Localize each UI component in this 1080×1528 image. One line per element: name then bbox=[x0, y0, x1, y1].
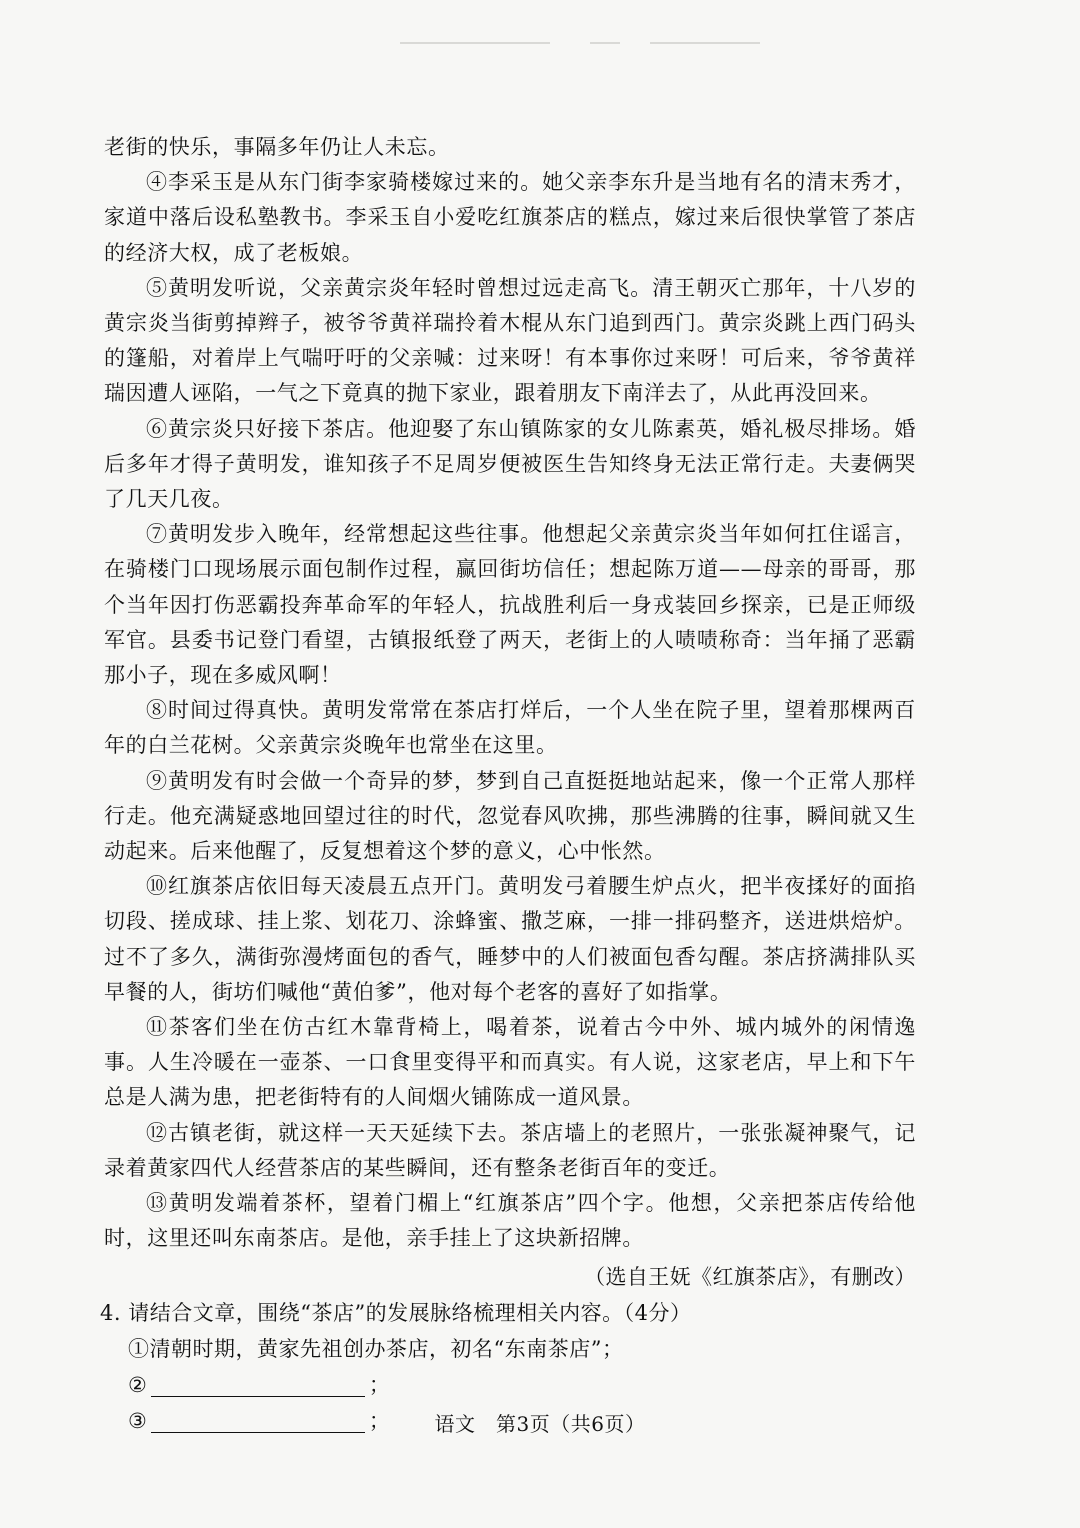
page-content bbox=[100, 130, 916, 1439]
answer-2-end: ； bbox=[368, 1372, 390, 1397]
passage-paragraph-5: ⑤黄明发听说，父亲黄宗炎年轻时曾想过远走高飞。清王朝灭亡那年，十八岁的黄宗炎当街剪掉辫子，被爷爷黄祥瑞拎着木棍从东门追到西门。黄宗炎跳上西门码头的篷船，对着岸上气喘吁吁的父亲喊：过来呀！有本事你过来呀！可后来，爷爷黄祥瑞因遭人诬陷，一气之下竟真的抛下家业，跟着朋友下南洋去了，从此再没回来。 bbox=[104, 275, 916, 406]
answer-3-end: ； bbox=[368, 1408, 390, 1433]
question-stem: 4. 请结合文章，围绕“茶店”的发展脉络梳理相关内容。（4分） bbox=[100, 1300, 692, 1325]
passage-paragraph-8: ⑧时间过得真快。黄明发常常在茶店打烊后，一个人坐在院子里，望着那棵两百年的白兰花树。父亲黄宗炎晚年也常坐在这里。 bbox=[104, 698, 916, 758]
answer-3-number: ③ bbox=[128, 1408, 147, 1433]
passage-paragraph-13: ⑬黄明发端着茶杯，望着门楣上“红旗茶店”四个字。他想，父亲把茶店传给他时，这里还叫东南茶店。是他，亲手挂上了这块新招牌。 bbox=[104, 1191, 916, 1251]
page-footer: 语文 第3页（共6页） bbox=[434, 1412, 646, 1436]
answer-2-number: ② bbox=[128, 1372, 147, 1397]
passage-paragraph-6: ⑥黄宗炎只好接下茶店。他迎娶了东山镇陈家的女儿陈素英，婚礼极尽排场。婚后多年才得子黄明发，谁知孩子不足周岁便被医生告知终身无法正常行走。夫妻俩哭了几天几夜。 bbox=[104, 416, 916, 512]
passage-paragraph-0: 老街的快乐，事隔多年仍让人未忘。 bbox=[104, 135, 450, 159]
answer-item-1: ①清朝时期，黄家先祖创办茶店，初名“东南茶店”； bbox=[128, 1336, 624, 1361]
passage-paragraph-10: ⑩红旗茶店依旧每天凌晨五点开门。黄明发弓着腰生炉点火，把半夜揉好的面掐切段、搓成球、挂上浆、划花刀、涂蜂蜜、撒芝麻，一排一排码整齐，送进烘焙炉。过不了多久，满街弥漫烤面包的香气，睡梦中的人们被面包香勾醒。茶店挤满排队买早餐的人，街坊们喊他“黄伯爹”，他对每个老客的喜好了如指掌。 bbox=[104, 874, 916, 1004]
passage-paragraph-12: ⑫古镇老街，就这样一天天延续下去。茶店墙上的老照片，一张张凝神聚气，记录着黄家四代人经营茶店的某些瞬间，还有整条老街百年的变迁。 bbox=[104, 1120, 916, 1180]
reading-passage bbox=[104, 130, 916, 1257]
passage-source: （选自王妩《红旗茶店》，有删改） bbox=[584, 1264, 916, 1289]
passage-paragraph-4: ④李采玉是从东门街李家骑楼嫁过来的。她父亲李东升是当地有名的清末秀才，家道中落后设私塾教书。李采玉自小爱吃红旗茶店的糕点，嫁过来后很快掌管了茶店的经济大权，成了老板娘。 bbox=[104, 170, 916, 265]
answer-item-2 bbox=[104, 1367, 916, 1403]
passage-paragraph-9: ⑨黄明发有时会做一个奇异的梦，梦到自己直挺挺地站起来，像一个正常人那样行走。他充满疑惑地回望过往的时代，忽觉春风吹拂，那些沸腾的往事，瞬间就又生动起来。后来他醒了，反复想着这个梦的意义，心中怅然。 bbox=[104, 768, 916, 864]
passage-paragraph-7: ⑦黄明发步入晚年，经常想起这些往事。他想起父亲黄宗炎当年如何扛住谣言，在骑楼门口现场展示面包制作过程，赢回街坊信任；想起陈万道——母亲的哥哥，那个当年因打伤恶霸投奔革命军的年轻人，抗战胜利后一身戎装回乡探亲，已是正师级军官。县委书记登门看望，古镇报纸登了两天，老街上的人啧啧称奇：当年捅了恶霸那小子，现在多威风啊！ bbox=[104, 522, 916, 688]
passage-paragraph-11: ⑪茶客们坐在仿古红木靠背椅上，喝着茶，说着古今中外、城内城外的闲情逸事。人生冷暖在一壶茶、一口食里变得平和而真实。有人说，这家老店，早上和下午总是人满为患，把老街特有的人间烟火铺陈成一道风景。 bbox=[104, 1015, 916, 1110]
answer-2-blank[interactable] bbox=[151, 1374, 365, 1397]
top-scan-marks bbox=[400, 42, 760, 44]
